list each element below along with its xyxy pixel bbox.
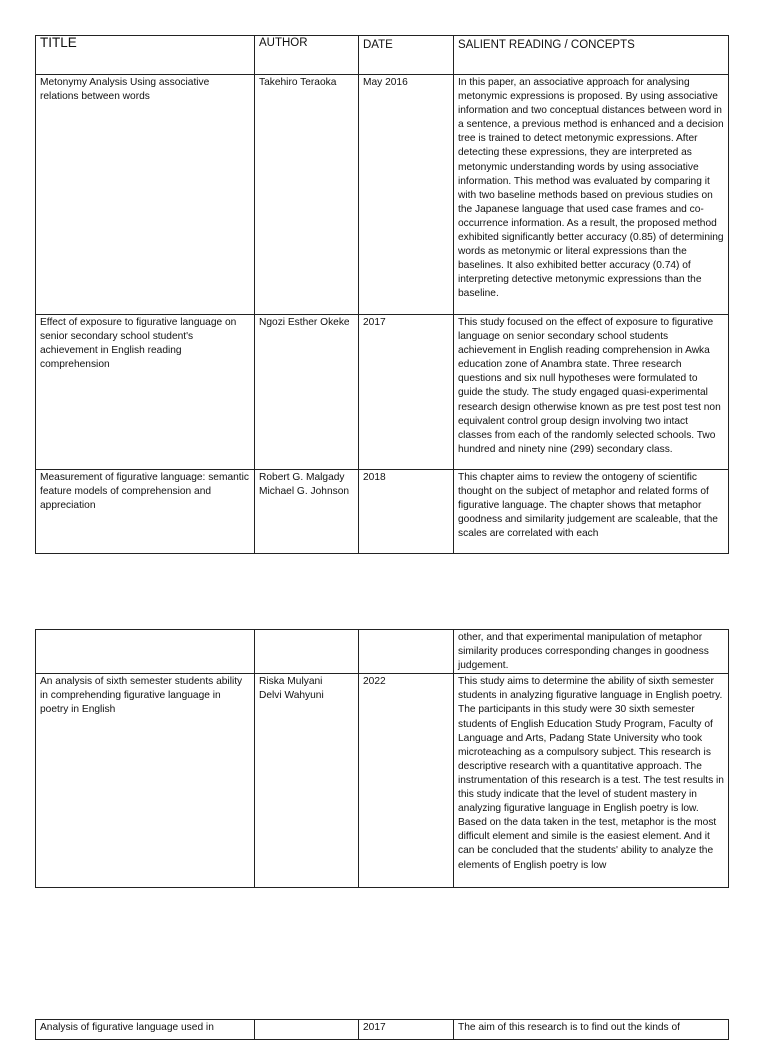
table-row bbox=[36, 674, 729, 888]
literature-table-page-1 bbox=[35, 35, 729, 554]
table-row bbox=[36, 315, 729, 470]
header-concepts: SALIENT READING / CONCEPTS bbox=[454, 36, 729, 75]
row-date: 2022 bbox=[359, 674, 454, 888]
header-date: DATE bbox=[359, 36, 454, 75]
row-title: Effect of exposure to figurative language on senior secondary school student's achievement in English reading comprehension bbox=[36, 315, 255, 470]
table-row-continuation bbox=[36, 630, 729, 674]
author-name: Takehiro Teraoka bbox=[259, 77, 337, 88]
header-author: AUTHOR bbox=[255, 36, 359, 75]
table-row bbox=[36, 1020, 729, 1040]
row-summary: The aim of this research is to find out the kinds of bbox=[454, 1020, 729, 1040]
table-header-row bbox=[36, 36, 729, 75]
row-author bbox=[255, 674, 359, 888]
row-author bbox=[255, 75, 359, 315]
literature-table-page-3 bbox=[35, 1019, 729, 1040]
literature-table-page-2 bbox=[35, 629, 729, 888]
row-summary: This chapter aims to review the ontogeny of scientific thought on the subject of metaphor and related forms of figurative language. The chapter shows that metaphor goodness and similarity judgement are scaleable, that the scales are correlated with each bbox=[454, 470, 729, 554]
empty-cell bbox=[255, 630, 359, 674]
row-summary: This study focused on the effect of exposure to figurative language on senior secondary school students achievement in English reading comprehension in Awka education zone of Anambra state. Three research questions and six null hypotheses were formulated to guide the study. The study engaged quasi-experimental research design otherwise known as pre test post test non equivalent control group design involving two intact classes from each of the randomly selected schools. Two hundred and ninety nine (299) secondary class. bbox=[454, 315, 729, 470]
author-name: Ngozi Esther Okeke bbox=[259, 317, 350, 328]
table-row bbox=[36, 75, 729, 315]
header-title: TITLE bbox=[36, 36, 255, 75]
row-summary: This study aims to determine the ability of sixth semester students in analyzing figurative language in English poetry. The participants in this study were 30 sixth semester students of English Education Study Program, Faculty of Language and Arts, Padang State University who took microteaching as a compulsory subject. This research is descriptive research with a quantitative approach. The instrumentation of this research is a test. The test results in this study indicate that the level of student mastery in analyzing figurative language in English poetry is low. Based on the data taken in the test, metaphor is the most difficult element and simile is the easiest element. And it can be concluded that the students' ability to analyze the elements of English poetry is low bbox=[454, 674, 729, 888]
row-date: 2017 bbox=[359, 315, 454, 470]
row-author bbox=[255, 470, 359, 554]
empty-cell bbox=[359, 630, 454, 674]
row-title: An analysis of sixth semester students ability in comprehending figurative language in poetry in English bbox=[36, 674, 255, 888]
row-date: 2018 bbox=[359, 470, 454, 554]
row-title: Analysis of figurative language used in bbox=[36, 1020, 255, 1040]
row-summary: In this paper, an associative approach for analysing metonymic expressions is proposed. By using associative information and two conceptual distances between word in a sentence, a previous method is enhanced and a decision tree is trained to detect metonymic expressions. After detecting these expressions, they are interpreted as metonymic understanding words by using associative information. This method was evaluated by comparing it with two baseline methods based on previous studies on the Japanese language that used case frames and co-occurrence information. As a result, the proposed method exhibited significantly better accuracy (0.85) of determining words as metonymic or literal expressions than the baselines. It also exhibited better accuracy (0.74) of interpreting detective metonymic expressions than the baseline. bbox=[454, 75, 729, 315]
row-title: Metonymy Analysis Using associative relations between words bbox=[36, 75, 255, 315]
row-author bbox=[255, 1020, 359, 1040]
empty-cell bbox=[36, 630, 255, 674]
row-author bbox=[255, 315, 359, 470]
author-name: Robert G. Malgady bbox=[259, 472, 345, 483]
author-name: Delvi Wahyuni bbox=[259, 690, 324, 702]
table-row bbox=[36, 470, 729, 554]
author-name: Michael G. Johnson bbox=[259, 486, 350, 498]
row-title: Measurement of figurative language: semantic feature models of comprehension and appreciation bbox=[36, 470, 255, 554]
author-name: Riska Mulyani bbox=[259, 676, 323, 688]
row-date: May 2016 bbox=[359, 75, 454, 315]
row-summary-continuation: other, and that experimental manipulation of metaphor similarity produces corresponding changes in goodness judgement. bbox=[454, 630, 729, 674]
row-date: 2017 bbox=[359, 1020, 454, 1040]
